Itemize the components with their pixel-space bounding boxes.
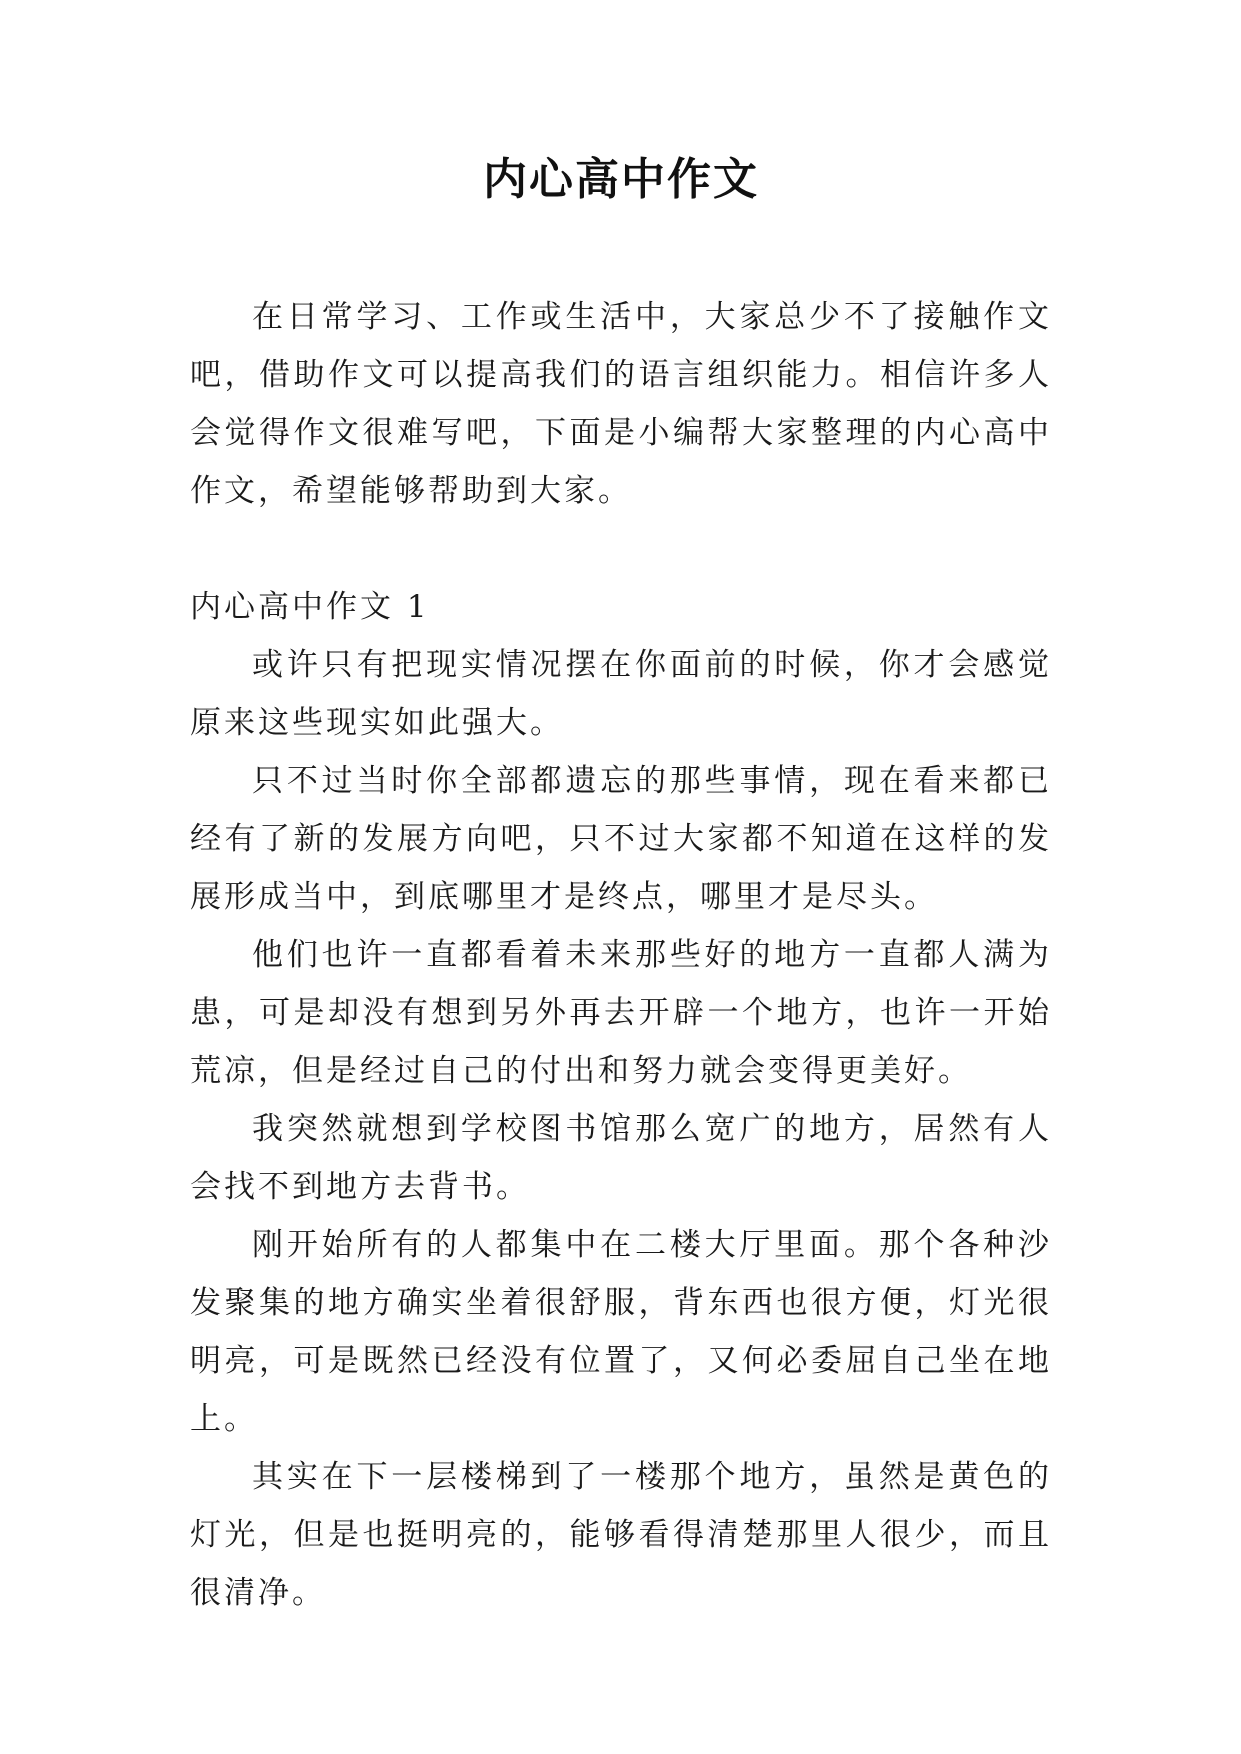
document-title: 内心高中作文 xyxy=(483,154,759,205)
intro-paragraph: 在日常学习、工作或生活中，大家总少不了接触作文吧，借助作文可以提高我们的语言组织能力。相信许多人会觉得作文很难写吧，下面是小编帮大家整理的内心高中作文，希望能够帮助到大家。 xyxy=(190,299,1052,509)
body-paragraph-6: 其实在下一层楼梯到了一楼那个地方，虽然是黄色的灯光，但是也挺明亮的，能够看得清楚那里人很少，而且很清净。 xyxy=(190,1459,1052,1611)
body-paragraph-2: 只不过当时你全部都遗忘的那些事情，现在看来都已经有了新的发展方向吧，只不过大家都不知道在这样的发展形成当中，到底哪里才是终点，哪里才是尽头。 xyxy=(190,763,1052,915)
document-body xyxy=(190,288,1052,1622)
section-heading: 内心高中作文 1 xyxy=(190,589,430,625)
body-paragraph-4: 我突然就想到学校图书馆那么宽广的地方，居然有人会找不到地方去背书。 xyxy=(190,1111,1052,1205)
body-paragraph-1: 或许只有把现实情况摆在你面前的时候，你才会感觉原来这些现实如此强大。 xyxy=(190,647,1052,741)
body-paragraph-3: 他们也许一直都看着未来那些好的地方一直都人满为患，可是却没有想到另外再去开辟一个地方，也许一开始荒凉，但是经过自己的付出和努力就会变得更美好。 xyxy=(190,937,1052,1089)
body-paragraph-5: 刚开始所有的人都集中在二楼大厅里面。那个各种沙发聚集的地方确实坐着很舒服，背东西也很方便，灯光很明亮，可是既然已经没有位置了，又何必委屈自己坐在地上。 xyxy=(190,1227,1052,1437)
